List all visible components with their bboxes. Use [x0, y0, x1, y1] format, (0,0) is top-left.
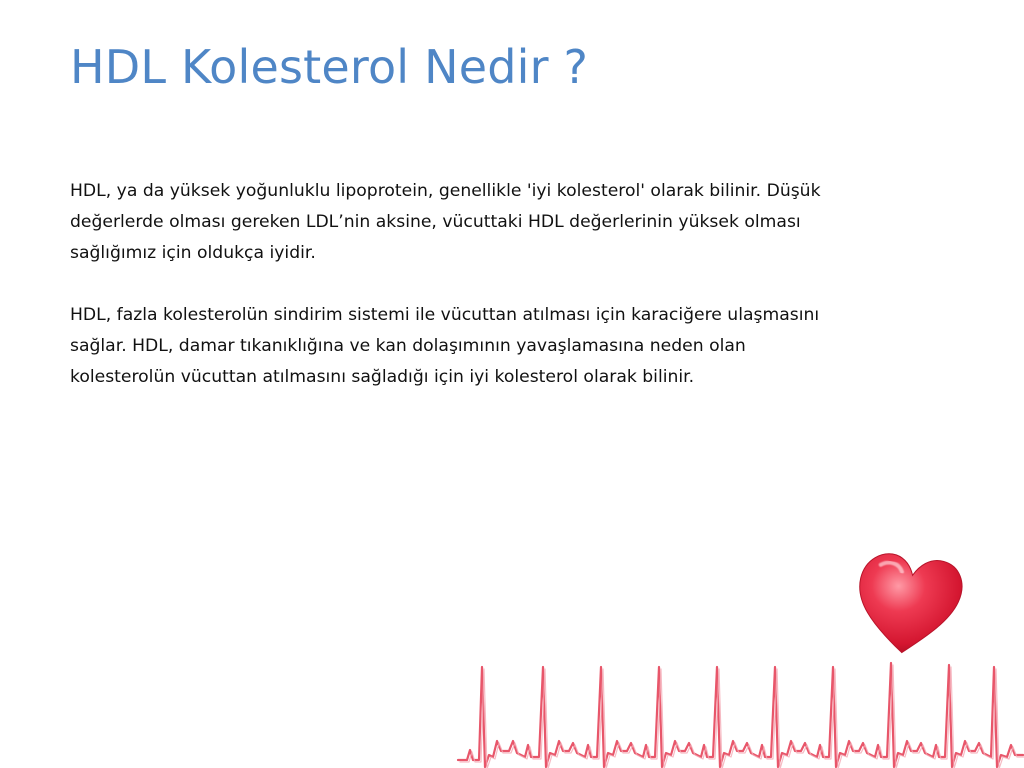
slide-title: HDL Kolesterol Nedir ? — [70, 40, 589, 94]
heartbeat-line-icon — [458, 663, 1024, 768]
paragraph-hdl-function: HDL, fazla kolesterolün sindirim sistemi ile vücuttan atılması için karaciğere ulaşmasını sağlar. HDL, damar tıkanıklığına ve kan dolaşımının yavaşlamasına neden olan kolesterolün vücuttan atılmasını sağladığı için iyi kolesterol olarak bilinir. — [70, 305, 820, 387]
heart-ecg-illustration — [455, 545, 1024, 768]
heart-ecg-graphic — [455, 545, 1024, 768]
heart-icon — [851, 550, 965, 660]
paragraph-hdl-definition: HDL, ya da yüksek yoğunluklu lipoprotein, genellikle 'iyi kolesterol' olarak bilinir. Düşük değerlerde olması gereken LDL’nin aksine, vücuttaki HDL değerlerinin yüksek olması sağlığımız için oldukça iyidir. — [70, 181, 821, 263]
slide-body — [70, 176, 970, 393]
